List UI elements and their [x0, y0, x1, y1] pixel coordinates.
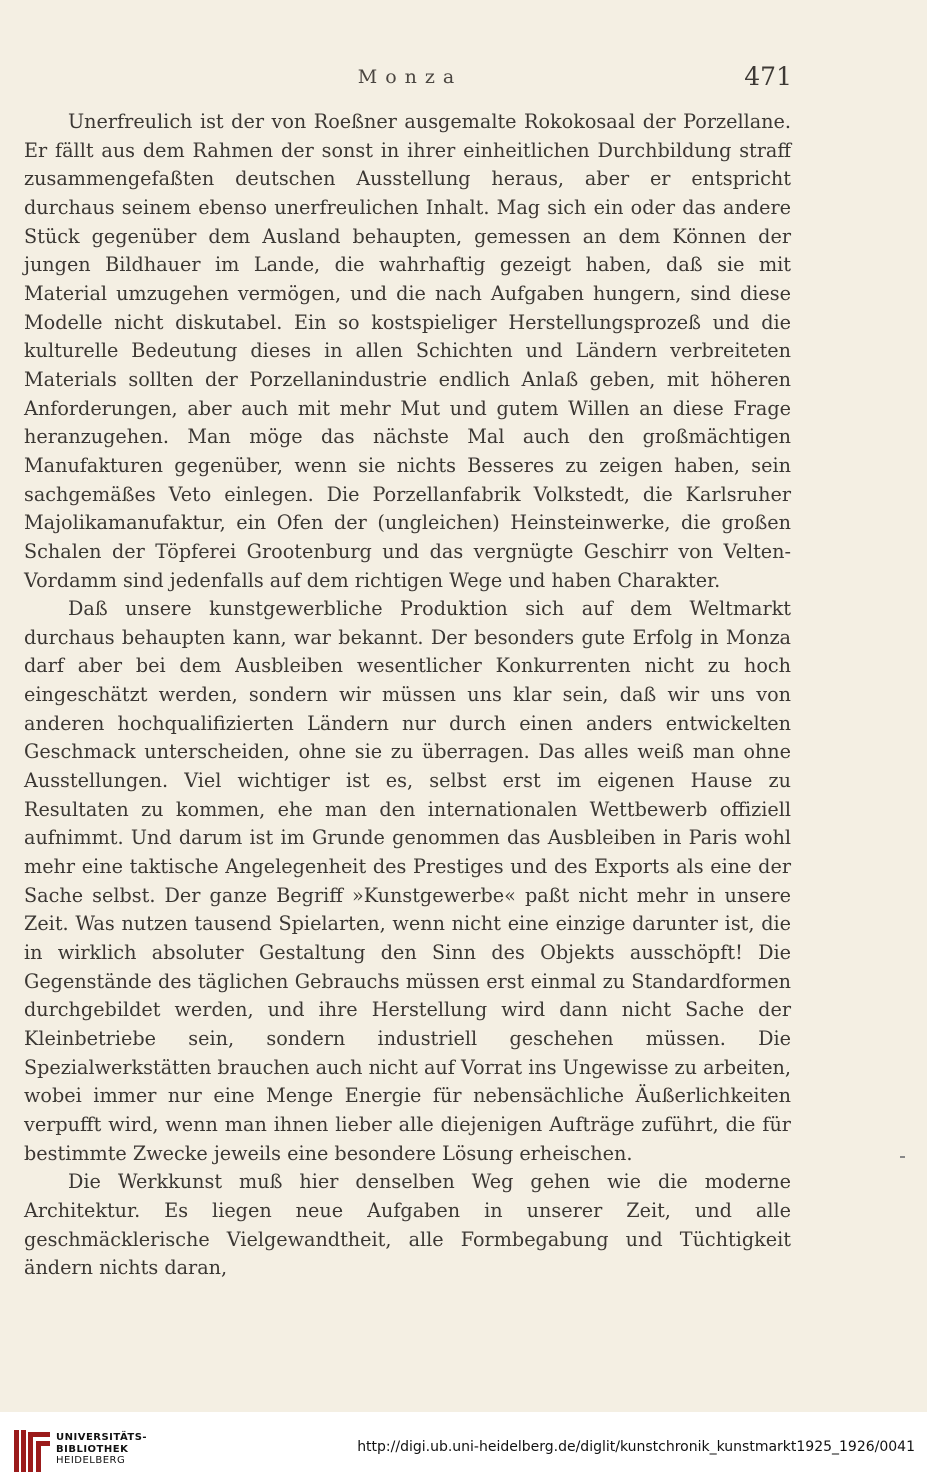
library-name-line: BIBLIOTHEK — [56, 1443, 129, 1455]
source-url-link[interactable]: http://digi.ub.uni-heidelberg.de/diglit/kunstchronik_kunstmarkt1925_1926/0041 — [357, 1439, 915, 1455]
margin-mark — [900, 1156, 905, 1158]
paragraph: Unerfreulich ist der von Roeßner ausgemalte Rokokosaal der Porzellane. Er fällt aus dem Rahmen der sonst in ihrer einheitlichen Durchbildung straff zusammengefaßten deutschen Ausstellung heraus, aber er entspricht durchaus seinem ebenso unerfreulichen Inhalt. Mag sich ein oder das andere Stück gegenüber dem Ausland behaupten, gemessen an dem Können der jungen Bildhauer im Lande, die wahrhaftig gezeigt haben, daß sie mit Material umzugehen vermögen, und die nach Aufgaben hungern, sind diese Modelle nicht diskutabel. Ein so kostspieliger Herstellungsprozeß und die kulturelle Bedeutung dieses in allen Schichten und Ländern verbreiteten Materials sollten der Porzellanindustrie endlich Anlaß geben, mit höheren Anforderungen, aber auch mit mehr Mut und gutem Willen an diese Frage heranzugehen. Man möge das nächste Mal auch den großmächtigen Manufakturen gegenüber, wenn sie nichts Besseres zu zeigen haben, sein sachgemäßes Veto einlegen. Die Porzellanfabrik Volkstedt, die Karlsruher Majolikamanufaktur, ein Ofen der (ungleichen) Heinsteinwerke, die großen Schalen der Töpferei Grootenburg und das vergnügte Geschirr von Velten-Vordamm sind jedenfalls auf dem richtigen Wege und haben Charakter. — [24, 110, 791, 592]
page-title: Monza — [357, 66, 463, 88]
library-name-line: HEIDELBERG — [56, 1455, 126, 1466]
article-body — [24, 108, 791, 1283]
page-number: 471 — [744, 62, 792, 91]
paragraph: Die Werkkunst muß hier denselben Weg gehen wie die moderne Architektur. Es liegen neue Aufgaben in unserer Zeit, und alle geschmäcklerische Vielgewandtheit, alle Formbegabung und Tüchtigkeit ändern nichts daran, — [24, 1170, 791, 1280]
footer-bar — [0, 1412, 927, 1483]
paragraph: Daß unsere kunstgewerbliche Produktion sich auf dem Weltmarkt durchaus behaupten kann, war bekannt. Der besonders gute Erfolg in Monza darf aber bei dem Ausbleiben wesentlicher Konkurrenten nicht zu hoch eingeschätzt werden, sondern wir müssen uns klar sein, daß wir uns von anderen hochqualifizierten Ländern nur durch einen anders entwickelten Geschmack unterscheiden, ohne sie zu überragen. Das alles weiß man ohne Ausstellungen. Viel wichtiger ist es, selbst erst im eigenen Hause zu Resultaten zu kommen, ehe man den internationalen Wettbewerb offiziell aufnimmt. Und darum ist im Grunde genommen das Ausbleiben in Paris wohl mehr eine taktische Angelegenheit des Prestiges und des Exports als eine der Sache selbst. Der ganze Begriff »Kunstgewerbe« paßt nicht mehr in unsere Zeit. Was nutzen tausend Spielarten, wenn nicht eine einzige darunter ist, die in wirklich absoluter Gestaltung den Sinn des Objekts ausschöpft! Die Gegenstände des täglichen Gebrauchs müssen erst einmal zu Standardformen durchgebildet werden, und ihre Herstellung wird dann nicht Sache der Kleinbetriebe sein, sondern industriell geschehen müssen. Die Spezialwerkstätten brauchen auch nicht auf Vorrat ins Ungewisse zu arbeiten, wobei immer nur eine Menge Energie für nebensächliche Äußerlichkeiten verpufft wird, wenn man ihnen lieber alle diejenigen Aufträge zuführt, die für bestimmte Zwecke jeweils eine besondere Lösung erheischen. — [24, 597, 792, 1165]
running-head — [0, 60, 927, 100]
library-logo-icon — [12, 1428, 52, 1474]
library-name — [56, 1432, 147, 1467]
library-name-line: UNIVERSITÄTS- — [56, 1432, 148, 1443]
